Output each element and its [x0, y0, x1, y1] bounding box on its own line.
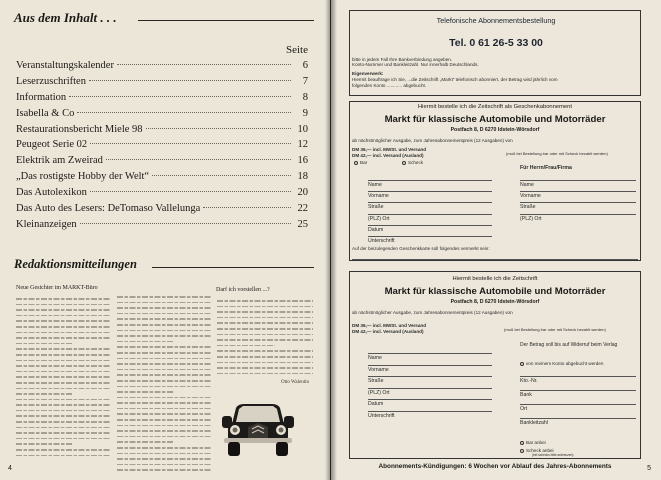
form-field-line[interactable] [368, 399, 492, 400]
form-field-label: Unterschrift [368, 413, 395, 419]
sub-price-note: (muß bei Bestellung bar oder mit Scheck bezahlt werden) [504, 327, 606, 332]
gift-address: Postfach 8, D 6270 Idstein-Wörsdorf [450, 127, 540, 133]
signature: Otto Walentin [281, 380, 309, 385]
toc-entry-title: Elektrik am Zweirad [16, 155, 103, 167]
toc-entry [16, 203, 308, 219]
gift-card-note-line[interactable] [352, 259, 638, 260]
radio-icon [520, 362, 524, 366]
form-field-line[interactable] [368, 353, 492, 354]
toc-leader-dots [80, 223, 291, 224]
toc-header-rule [138, 20, 314, 21]
toc-entry-page: 20 [297, 187, 308, 199]
gift-option-bar-label: Bar [360, 160, 368, 165]
redaktion-header-rule [152, 267, 314, 268]
tel-box [349, 10, 641, 96]
radio-icon [520, 449, 524, 453]
table-of-contents [16, 60, 308, 235]
form-field-line[interactable] [368, 411, 492, 412]
gift-for-label: Für Herrn/Frau/Firma [520, 165, 572, 171]
subscription-order-form [349, 271, 641, 459]
form-field-line[interactable] [368, 202, 492, 203]
toc-leader-dots [152, 175, 291, 176]
form-field-line[interactable] [368, 365, 492, 366]
toc-leader-dots [69, 96, 291, 97]
gift-option-scheck[interactable] [402, 160, 423, 166]
seite-label: Seite [286, 44, 308, 56]
radio-icon [520, 441, 524, 445]
toc-entry-page: 16 [297, 155, 308, 167]
toc-entry [16, 187, 308, 203]
gift-terms: ab nächstmöglicher Ausgabe, zum Jahresabonnementpreis (12 Ausgaben) von [352, 138, 513, 143]
radio-icon [354, 161, 358, 165]
toc-entry-page: 25 [297, 218, 308, 230]
gift-price-note: (muß bei Bestellung bar oder mit Scheck bezahlt werden) [506, 151, 608, 156]
article-column-1 [16, 296, 110, 458]
tel-text-2: Konto-Nummer und Bankleitzahl. Nur innerhalb Deutschlands. [352, 62, 479, 67]
toc-entry [16, 124, 308, 140]
form-field-line[interactable] [368, 236, 492, 237]
form-field-line[interactable] [368, 214, 492, 215]
toc-entry-title: Isabella & Co [16, 107, 75, 119]
eigen-text-1: Hiermit beauftrage ich Sie, ...die Zeitschrift „Markt“ telefonisch abonniert, der Betrag wird jährlich vom [352, 77, 558, 82]
form-field-label: Kto.-Nr. [520, 378, 538, 384]
form-field-line[interactable] [368, 191, 492, 192]
gift-title: Markt für klassische Automobile und Motorräder [384, 114, 606, 125]
toc-entry [16, 219, 308, 235]
toc-leader-dots [106, 159, 291, 160]
article-column-2 [117, 294, 211, 473]
radio-icon [402, 161, 406, 165]
form-field-label: Name [520, 182, 534, 188]
right-page [331, 0, 661, 480]
toc-entry [16, 139, 308, 155]
form-field-label: Name [368, 182, 382, 188]
col3-heading: Darf ich vorstellen ...? [216, 287, 270, 293]
form-field-line[interactable] [368, 388, 492, 389]
tel-title: Telefonische Abonnementsbestellung [436, 16, 556, 25]
sub-terms: ab nächstmöglicher Ausgabe, zum Jahresabonnementpreis (12 Ausgaben) von [352, 310, 513, 315]
toc-entry [16, 60, 308, 76]
toc-entry-page: 22 [297, 203, 308, 215]
form-field-label: Vorname [520, 193, 541, 200]
form-field-line[interactable] [520, 202, 636, 203]
book-fold [325, 0, 337, 480]
toc-entry-page: 9 [302, 107, 308, 119]
gift-price-1: DM 36,— incl. MWSt. und Versand [352, 147, 427, 152]
form-field-line[interactable] [520, 390, 636, 391]
sub-address: Postfach 8, D 6270 Idstein-Wörsdorf [450, 299, 540, 305]
toc-entry [16, 155, 308, 171]
toc-entry-page: 8 [302, 91, 308, 103]
left-page [0, 0, 330, 480]
sub-scheck-note: (bei schecks bitte ankreuzen) [532, 453, 574, 457]
form-field-line[interactable] [368, 180, 492, 181]
form-field-line[interactable] [368, 376, 492, 377]
sub-title: Markt für klassische Automobile und Motorräder [384, 286, 606, 297]
toc-entry-page: 7 [302, 75, 308, 87]
toc-entry-title: Das Auto des Lesers: DeTomaso Vallelunga [16, 203, 201, 215]
tel-text-1: bitte in jedem Fall Ihre Bankverbindung angeben. [352, 57, 453, 62]
form-field-label: Datum [368, 226, 384, 233]
toc-entry-title: Information [16, 91, 67, 103]
sub-option-bar-label: Bar anbei [526, 440, 546, 445]
redaktion-header: Redaktionsmitteilungen [14, 257, 137, 271]
tel-number: Tel. 0 61 26-5 33 00 [449, 37, 543, 49]
form-field-label: Vorname [368, 366, 389, 373]
form-field-label: (PLZ) Ort [520, 215, 542, 222]
cancel-notice: Abonnements-Kündigungen: 6 Wochen vor Ablauf des Jahres-Abonnements [378, 463, 612, 470]
form-field-label: Datum [368, 401, 384, 408]
toc-entry-page: 6 [302, 60, 308, 71]
toc-entry-page: 18 [297, 171, 308, 183]
form-field-line[interactable] [520, 191, 636, 192]
gift-intro: Hiermit bestelle ich die Zeitschrift als Geschenkabonnement [417, 104, 572, 110]
eigenverwerk-label: Eigenverwerk: [352, 71, 384, 76]
toc-leader-dots [77, 112, 291, 113]
gift-option-bar[interactable] [354, 160, 367, 166]
toc-entry-title: Das Autolexikon [16, 187, 87, 199]
form-field-label: Straße [368, 378, 384, 385]
sub-option-bar[interactable] [520, 440, 546, 446]
toc-entry [16, 171, 308, 187]
form-field-label: (PLZ) Ort [368, 389, 390, 396]
sub-price-2: DM 42,— incl. Versand (Ausland) [352, 329, 424, 334]
form-field-line[interactable] [520, 180, 636, 181]
article-column-3 [217, 298, 313, 376]
toc-entry-title: Restaurationsbericht Miele 98 [16, 123, 143, 135]
toc-leader-dots [203, 207, 291, 208]
toc-leader-dots [89, 80, 291, 81]
form-field-label: Bank [520, 392, 532, 398]
form-field-label: Straße [368, 204, 384, 211]
gift-option-scheck-label: Scheck [408, 160, 424, 165]
form-field-line[interactable] [520, 404, 636, 405]
toc-entry-title: Peugeot Serie 02 [16, 139, 88, 151]
gift-order-form [349, 101, 641, 261]
toc-entry [16, 76, 308, 92]
form-field-label: Ort [520, 406, 528, 412]
toc-entry-title: Leserzuschriften [16, 75, 86, 87]
toc-entry-title: „Das rostigste Hobby der Welt“ [16, 171, 150, 183]
sub-intro: Hiermit bestelle ich die Zeitschrift [452, 276, 538, 282]
toc-entry [16, 108, 308, 124]
form-field-line[interactable] [520, 418, 636, 419]
toc-leader-dots [90, 143, 291, 144]
gift-card-note: Auf der beizulegenden Geschenkkarte soll folgendes vermerkt sein: [352, 246, 490, 251]
toc-header: Aus dem Inhalt . . . [14, 10, 117, 25]
toc-leader-dots [117, 64, 291, 65]
sub-option-debit-label: von meinem Konto abgebucht werden [526, 361, 604, 366]
toc-leader-dots [90, 191, 291, 192]
eigen-text-2: folgenden Konto ............ abgebucht. [352, 83, 427, 88]
sub-option-scheck-label: Scheck anbei [526, 448, 554, 453]
form-field-label: Bankleitzahl [520, 420, 548, 426]
toc-entry-page: 12 [297, 139, 308, 151]
form-field-line[interactable] [368, 225, 492, 226]
sub-price-1: DM 36,— incl. MWSt. und Versand [352, 323, 427, 328]
page-number-left: 4 [8, 465, 12, 472]
citroen-car-illustration [218, 394, 298, 460]
form-field-label: (PLZ) Ort [368, 215, 390, 222]
text-line [16, 453, 110, 459]
text-line [117, 467, 211, 473]
toc-entry-title: Kleinanzeigen [16, 218, 77, 230]
toc-entry [16, 92, 308, 108]
toc-entry-page: 10 [297, 123, 308, 135]
form-field-label: Name [368, 355, 382, 361]
gift-price-2: DM 42,— incl. Versand (Ausland) [352, 153, 424, 158]
sub-payment-intro: Der Betrag soll bis auf Widerruf beim Verlag [520, 342, 618, 348]
form-field-label: Unterschrift [368, 238, 395, 244]
toc-entry-title: Veranstaltungskalender [16, 60, 114, 71]
col1-heading: Neue Gesichter im MARKT-Büro [16, 285, 98, 291]
form-field-label: Straße [520, 204, 536, 211]
text-line [217, 371, 313, 377]
form-field-label: Vorname [368, 193, 389, 200]
page-number-right: 5 [647, 465, 651, 472]
form-field-line[interactable] [520, 214, 636, 215]
form-field-line[interactable] [520, 376, 636, 377]
toc-leader-dots [146, 128, 291, 129]
sub-option-debit[interactable] [520, 361, 603, 367]
